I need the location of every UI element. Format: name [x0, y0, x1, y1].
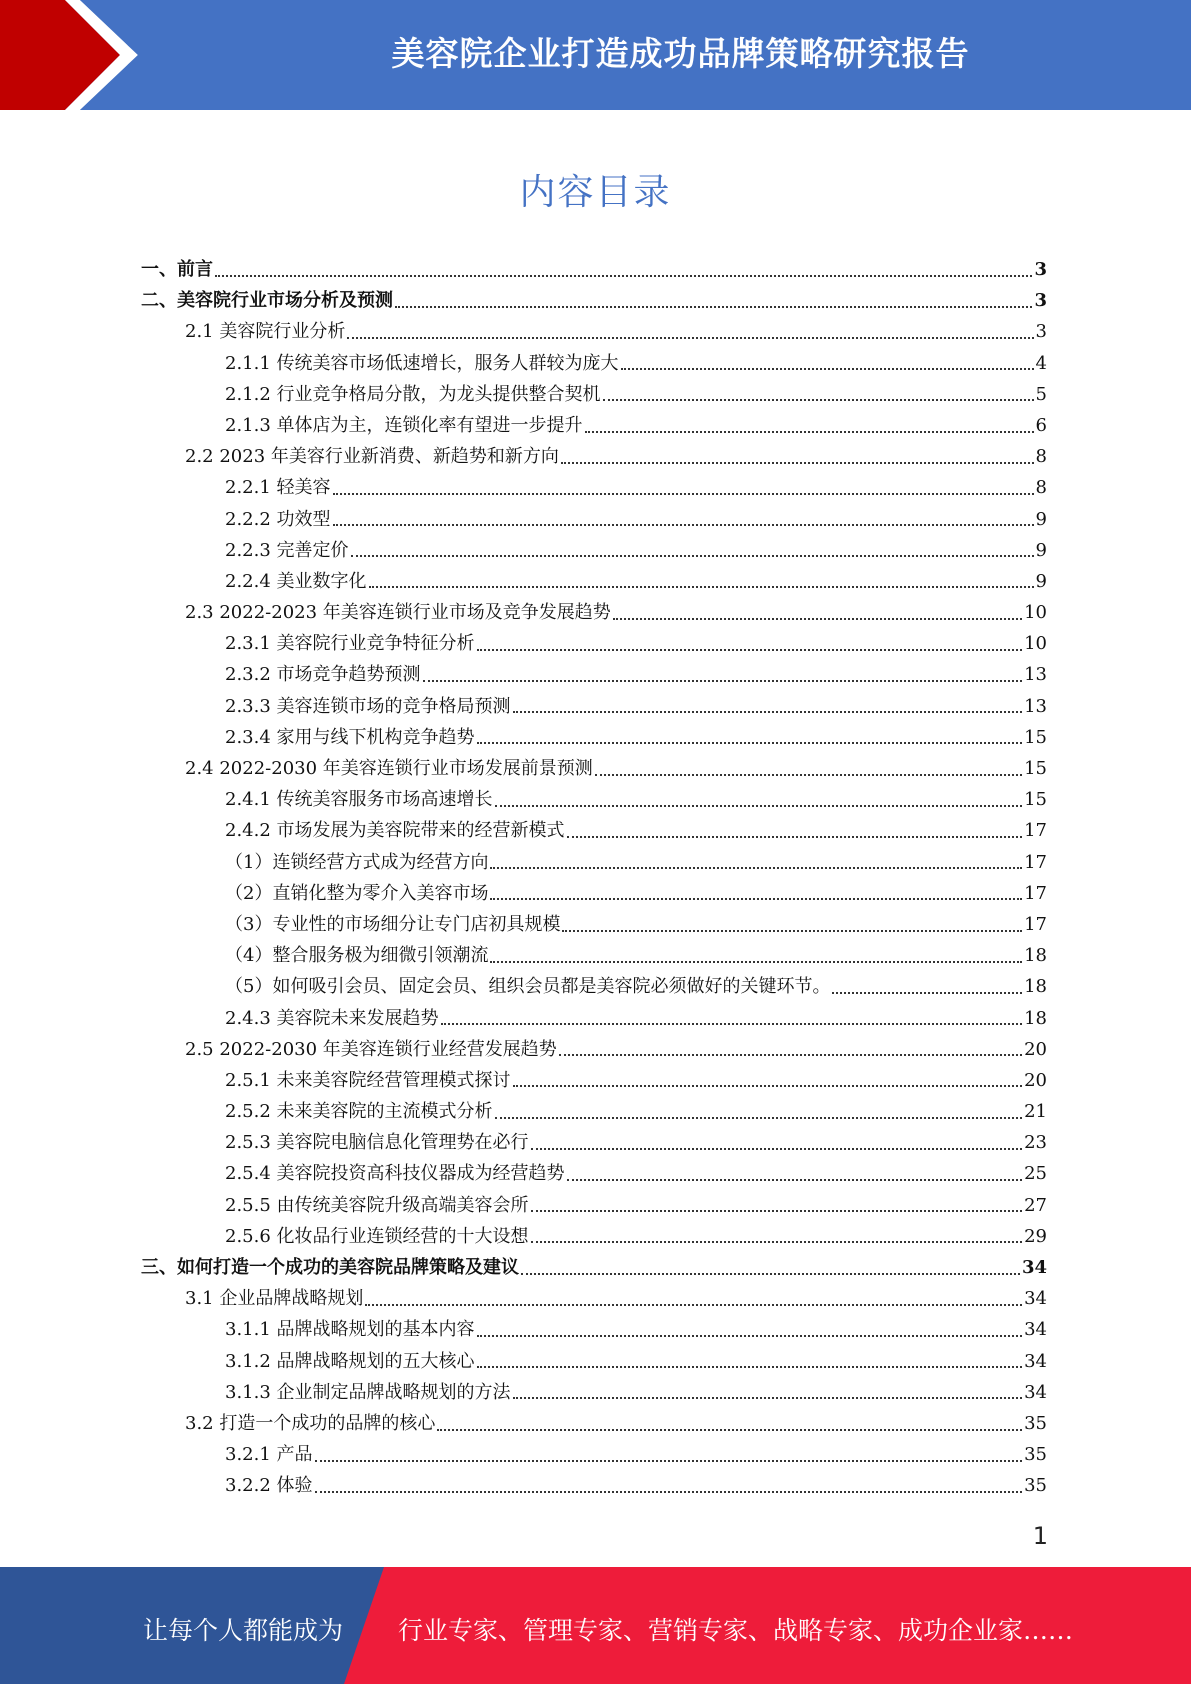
toc-leader-dots [441, 1023, 1023, 1025]
toc-entry-page: 10 [1024, 633, 1047, 655]
toc-entry[interactable] [141, 472, 1047, 503]
toc-entry-label: 2.5.2 未来美容院的主流模式分析 [225, 1101, 493, 1123]
toc-leader-dots [531, 1148, 1023, 1150]
toc-leader-dots [613, 618, 1022, 620]
toc-entry-page: 35 [1024, 1412, 1047, 1434]
toc-entry-label: 2.4.3 美容院未来发展趋势 [225, 1007, 439, 1029]
toc-leader-dots [513, 1085, 1023, 1087]
toc-entry-page: 35 [1024, 1444, 1047, 1466]
toc-entry-page: 23 [1024, 1132, 1047, 1154]
toc-entry-label: 2.4.2 市场发展为美容院带来的经营新模式 [225, 820, 565, 842]
toc-entry-page: 15 [1024, 726, 1047, 748]
toc-leader-dots [333, 493, 1034, 495]
toc-entry-label: 2.5.5 由传统美容院升级高端美容会所 [225, 1194, 529, 1216]
toc-entry-page: 9 [1035, 539, 1047, 561]
toc-leader-dots [490, 867, 1022, 869]
toc-entry-label: （4）整合服务极为细微引领潮流 [225, 945, 489, 967]
toc-entry-page: 17 [1024, 913, 1047, 935]
toc-entry-label: 3.1.1 品牌战略规划的基本内容 [225, 1319, 475, 1341]
toc-entry[interactable] [141, 691, 1047, 722]
toc-entry[interactable] [141, 784, 1047, 815]
toc-leader-dots [521, 1273, 1020, 1275]
toc-entry[interactable] [141, 1003, 1047, 1034]
toc-entry[interactable] [141, 504, 1047, 535]
toc-entry-page: 6 [1035, 414, 1047, 436]
report-title: 美容院企业打造成功品牌策略研究报告 [391, 34, 970, 73]
toc-entry-label: 2.2.4 美业数字化 [225, 570, 367, 592]
toc-entry[interactable] [141, 1470, 1047, 1501]
toc-entry[interactable] [141, 535, 1047, 566]
toc-entry[interactable] [141, 441, 1047, 472]
toc-leader-dots [832, 992, 1022, 994]
toc-entry-label: 2.1 美容院行业分析 [185, 321, 346, 343]
toc-leader-dots [513, 711, 1023, 713]
toc-leader-dots [333, 524, 1034, 526]
toc-entry-label: 一、前言 [141, 259, 213, 280]
toc-entry-page: 34 [1024, 1319, 1047, 1341]
toc-entry-label: （3）专业性的市场细分让专门店初具规模 [225, 913, 561, 935]
toc-entry[interactable] [141, 1283, 1047, 1314]
toc-entry[interactable] [141, 1190, 1047, 1221]
toc-leader-dots [395, 306, 1032, 308]
toc-entry-page: 34 [1021, 1257, 1047, 1278]
toc-entry-page: 3 [1035, 321, 1047, 343]
toc-entry-label: 2.3.4 家用与线下机构竞争趋势 [225, 726, 475, 748]
toc-leader-dots [567, 1179, 1023, 1181]
toc-entry[interactable] [141, 628, 1047, 659]
toc-entry[interactable] [141, 1346, 1047, 1377]
toc-entry-label: 2.1.2 行业竞争格局分散，为龙头提供整合契机 [225, 383, 601, 405]
toc-leader-dots [477, 1366, 1023, 1368]
toc-entry-page: 8 [1035, 477, 1047, 499]
toc-entry-label: 2.3.2 市场竞争趋势预测 [225, 664, 421, 686]
toc-entry-page: 34 [1024, 1381, 1047, 1403]
toc-entry[interactable] [141, 878, 1047, 909]
footer-slogan-right: 行业专家、管理专家、营销专家、战略专家、成功企业家…… [398, 1616, 1074, 1645]
toc-entry[interactable] [141, 566, 1047, 597]
toc-entry-label: 2.1.3 单体店为主，连锁化率有望进一步提升 [225, 414, 583, 436]
toc-entry[interactable] [141, 1065, 1047, 1096]
toc-entry[interactable] [141, 1221, 1047, 1252]
toc-leader-dots [603, 399, 1034, 401]
toc-entry-page: 3 [1034, 290, 1047, 312]
toc-leader-dots [495, 1117, 1023, 1119]
toc-leader-dots [490, 898, 1022, 900]
toc-entry-page: 20 [1024, 1038, 1047, 1060]
toc-entry-page: 3 [1034, 259, 1047, 280]
toc-entry-page: 8 [1035, 446, 1047, 468]
toc-leader-dots [437, 1429, 1022, 1431]
toc-entry-label: 3.2.2 体验 [225, 1475, 313, 1497]
toc-entry-label: 2.2.1 轻美容 [225, 477, 331, 499]
toc-leader-dots [595, 774, 1022, 776]
toc-entry-label: 2.2.3 完善定价 [225, 539, 349, 561]
toc-leader-dots [477, 1335, 1023, 1337]
toc-entry[interactable] [141, 1096, 1047, 1127]
toc-entry-label: 2.5.3 美容院电脑信息化管理势在必行 [225, 1132, 529, 1154]
toc-entry[interactable] [141, 379, 1047, 410]
toc-entry-label: （5）如何吸引会员、固定会员、组织会员都是美容院必须做好的关键环节。 [225, 976, 831, 998]
toc-entry-page: 20 [1024, 1069, 1047, 1091]
toc-entry[interactable] [141, 815, 1047, 846]
toc-entry[interactable] [141, 348, 1047, 379]
toc-entry-page: 27 [1024, 1194, 1047, 1216]
toc-entry-page: 18 [1024, 945, 1047, 967]
toc-entry-page: 29 [1024, 1225, 1047, 1247]
toc-entry-page: 10 [1024, 602, 1047, 624]
toc-leader-dots [351, 555, 1034, 557]
toc-leader-dots [347, 337, 1033, 339]
toc-leader-dots [561, 462, 1034, 464]
toc-entry-page: 9 [1035, 508, 1047, 530]
chevron-decoration-icon [0, 0, 150, 110]
toc-heading: 内容目录 [519, 172, 672, 213]
toc-entry-label: 2.5.4 美容院投资高科技仪器成为经营趋势 [225, 1163, 565, 1185]
toc-leader-dots [490, 961, 1022, 963]
toc-entry-page: 17 [1024, 820, 1047, 842]
toc-entry[interactable] [141, 722, 1047, 753]
toc-entry-page: 18 [1024, 1007, 1047, 1029]
toc-entry[interactable] [141, 597, 1047, 628]
toc-entry[interactable] [141, 659, 1047, 690]
toc-entry-page: 25 [1024, 1163, 1047, 1185]
toc-entry[interactable] [141, 1034, 1047, 1065]
toc-leader-dots [585, 431, 1034, 433]
toc-entry-label: 3.1.2 品牌战略规划的五大核心 [225, 1350, 475, 1372]
toc-leader-dots [423, 680, 1023, 682]
toc-entry-label: （1）连锁经营方式成为经营方向 [225, 851, 489, 873]
toc-entry-label: 2.3.1 美容院行业竞争特征分析 [225, 633, 475, 655]
toc-entry[interactable] [141, 1314, 1047, 1345]
toc-leader-dots [621, 368, 1034, 370]
toc-entry-page: 34 [1024, 1288, 1047, 1310]
toc-entry-label: 2.4.1 传统美容服务市场高速增长 [225, 789, 493, 811]
toc-leader-dots [477, 742, 1023, 744]
toc-entry-label: 3.2.1 产品 [225, 1444, 313, 1466]
toc-entry[interactable] [141, 909, 1047, 940]
toc-entry-label: 三、如何打造一个成功的美容院品牌策略及建议 [141, 1257, 519, 1278]
toc-entry-label: 2.2 2023 年美容行业新消费、新趋势和新方向 [185, 446, 559, 468]
toc-entry-page: 35 [1024, 1475, 1047, 1497]
footer-banner [0, 1567, 1191, 1684]
toc-entry-page: 15 [1024, 789, 1047, 811]
toc-entry[interactable] [141, 1252, 1047, 1283]
toc-leader-dots [315, 1491, 1023, 1493]
toc-entry-label: 2.5.6 化妆品行业连锁经营的十大设想 [225, 1225, 529, 1247]
toc-entry[interactable] [141, 285, 1047, 316]
toc-entry[interactable] [141, 316, 1047, 347]
toc-entry-page: 17 [1024, 882, 1047, 904]
toc-entry-page: 21 [1024, 1101, 1047, 1123]
toc-entry-page: 5 [1035, 383, 1047, 405]
page-number: 1 [1032, 1522, 1048, 1550]
toc-entry-label: 2.1.1 传统美容市场低速增长，服务人群较为庞大 [225, 352, 619, 374]
toc-leader-dots [495, 805, 1023, 807]
toc-leader-dots [365, 1304, 1022, 1306]
toc-leader-dots [531, 1241, 1023, 1243]
toc-entry-label: 二、美容院行业市场分析及预测 [141, 290, 393, 312]
toc-entry[interactable] [141, 1439, 1047, 1470]
toc-leader-dots [215, 275, 1032, 277]
toc-entry-label: 2.5 2022-2030 年美容连锁行业经营发展趋势 [185, 1038, 557, 1060]
toc-entry[interactable] [141, 410, 1047, 441]
toc-entry[interactable] [141, 1408, 1047, 1439]
toc-entry[interactable] [141, 1158, 1047, 1189]
toc-entry-label: 2.5.1 未来美容院经营管理模式探讨 [225, 1069, 511, 1091]
toc-entry-label: （2）直销化整为零介入美容市场 [225, 882, 489, 904]
table-of-contents [141, 254, 1047, 1502]
toc-entry-label: 2.2.2 功效型 [225, 508, 331, 530]
toc-entry-page: 13 [1024, 695, 1047, 717]
toc-entry[interactable] [141, 971, 1047, 1002]
toc-entry-page: 13 [1024, 664, 1047, 686]
toc-entry-page: 4 [1035, 352, 1047, 374]
toc-entry-label: 3.2 打造一个成功的品牌的核心 [185, 1412, 436, 1434]
toc-entry[interactable] [141, 1377, 1047, 1408]
toc-entry-page: 18 [1024, 976, 1047, 998]
toc-entry[interactable] [141, 847, 1047, 878]
toc-entry[interactable] [141, 1127, 1047, 1158]
toc-leader-dots [562, 930, 1022, 932]
toc-entry-label: 2.3.3 美容连锁市场的竞争格局预测 [225, 695, 511, 717]
toc-leader-dots [477, 649, 1023, 651]
toc-entry-label: 3.1.3 企业制定品牌战略规划的方法 [225, 1381, 511, 1403]
toc-entry[interactable] [141, 254, 1047, 285]
toc-leader-dots [531, 1210, 1023, 1212]
footer-slogan-left: 让每个人都能成为 [143, 1616, 344, 1645]
toc-entry-label: 2.3 2022-2023 年美容连锁行业市场及竞争发展趋势 [185, 602, 611, 624]
toc-leader-dots [567, 836, 1023, 838]
toc-leader-dots [513, 1397, 1023, 1399]
toc-leader-dots [369, 586, 1034, 588]
toc-entry[interactable] [141, 940, 1047, 971]
toc-entry-page: 9 [1035, 570, 1047, 592]
toc-leader-dots [315, 1460, 1023, 1462]
toc-entry-page: 15 [1024, 758, 1047, 779]
toc-entry-page: 17 [1024, 851, 1047, 873]
toc-entry-label: 2.4 2022-2030 年美容连锁行业市场发展前景预测 [185, 758, 593, 779]
toc-entry-label: 3.1 企业品牌战略规划 [185, 1288, 364, 1310]
toc-entry[interactable] [141, 753, 1047, 784]
toc-leader-dots [559, 1054, 1022, 1056]
header-banner [0, 0, 1191, 110]
toc-entry-page: 34 [1024, 1350, 1047, 1372]
